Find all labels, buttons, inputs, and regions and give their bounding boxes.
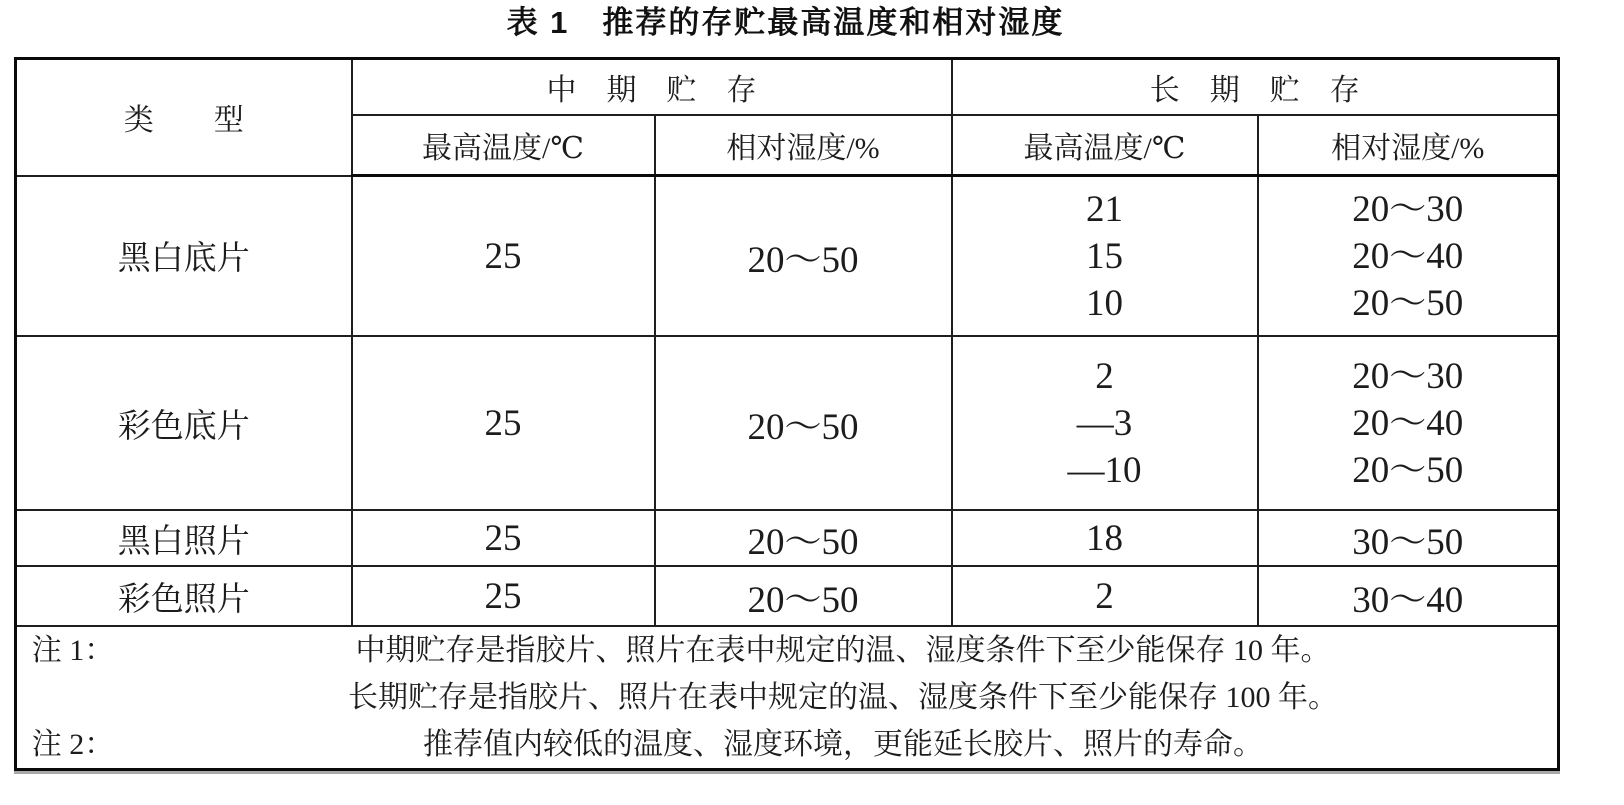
cell-type: 黑白照片: [16, 510, 352, 566]
note-2-line-1: 注 2： 推荐值内较低的温度、湿度环境，更能延长胶片、照片的寿命。: [17, 721, 1557, 768]
long-rh-values: 20～30 20～40 20～50: [1352, 355, 1464, 491]
col-header-long-rel-humidity: 相对湿度/%: [1258, 115, 1559, 176]
cell-long-temp: 2: [952, 566, 1258, 626]
table-row: [16, 566, 1559, 626]
long-temp-values: 2 —3 —10: [1067, 355, 1142, 491]
cell-long-rh: [1258, 336, 1559, 510]
col-header-long-max-temp: 最高温度/℃: [952, 115, 1258, 176]
storage-conditions-table: [14, 57, 1560, 771]
cell-type: 彩色底片: [16, 336, 352, 510]
notes-row: [16, 626, 1559, 770]
col-header-type: 类 型: [16, 59, 352, 176]
table-row: [16, 510, 1559, 566]
cell-mid-temp: 25: [352, 566, 655, 626]
cell-long-temp: [952, 336, 1258, 510]
note-1-line-2: 长期贮存是指胶片、照片在表中规定的温、湿度条件下至少能保存 100 年。: [348, 681, 1338, 714]
header-group-row: [16, 59, 1559, 116]
table-row: [16, 336, 1559, 510]
cell-long-rh: [1258, 176, 1559, 337]
cell-mid-rh: 20～50: [655, 176, 952, 337]
cell-type: 黑白底片: [16, 176, 352, 337]
note-1-line-1: 注 1： 中期贮存是指胶片、照片在表中规定的温、湿度条件下至少能保存 10 年。: [17, 627, 1557, 674]
table-row: [16, 176, 1559, 337]
cell-type: 彩色照片: [16, 566, 352, 626]
col-header-mid-rel-humidity: 相对湿度/%: [655, 115, 952, 176]
long-temp-values: 21 15 10: [1086, 188, 1123, 324]
cell-mid-temp: 25: [352, 510, 655, 566]
cell-long-rh: 30～50: [1258, 510, 1559, 566]
col-group-medium-term: 中 期 贮 存: [352, 59, 952, 116]
cell-long-rh: 30～40: [1258, 566, 1559, 626]
table-notes: [16, 626, 1559, 770]
long-rh-values: 20～30 20～40 20～50: [1352, 188, 1464, 324]
cell-mid-rh: 20～50: [655, 566, 952, 626]
cell-mid-temp: 25: [352, 176, 655, 337]
cell-mid-rh: 20～50: [655, 510, 952, 566]
note-2-label: 注 2：: [31, 728, 115, 761]
col-group-long-term: 长 期 贮 存: [952, 59, 1559, 116]
table-title: 表 1 推荐的存贮最高温度和相对湿度: [506, 5, 1065, 40]
cell-long-temp: [952, 176, 1258, 337]
cell-mid-rh: 20～50: [655, 336, 952, 510]
cell-mid-temp: 25: [352, 336, 655, 510]
note-1-label: 注 1：: [31, 634, 115, 667]
document-page: [0, 4, 1624, 805]
col-header-mid-max-temp: 最高温度/℃: [352, 115, 655, 176]
cell-long-temp: 18: [952, 510, 1258, 566]
